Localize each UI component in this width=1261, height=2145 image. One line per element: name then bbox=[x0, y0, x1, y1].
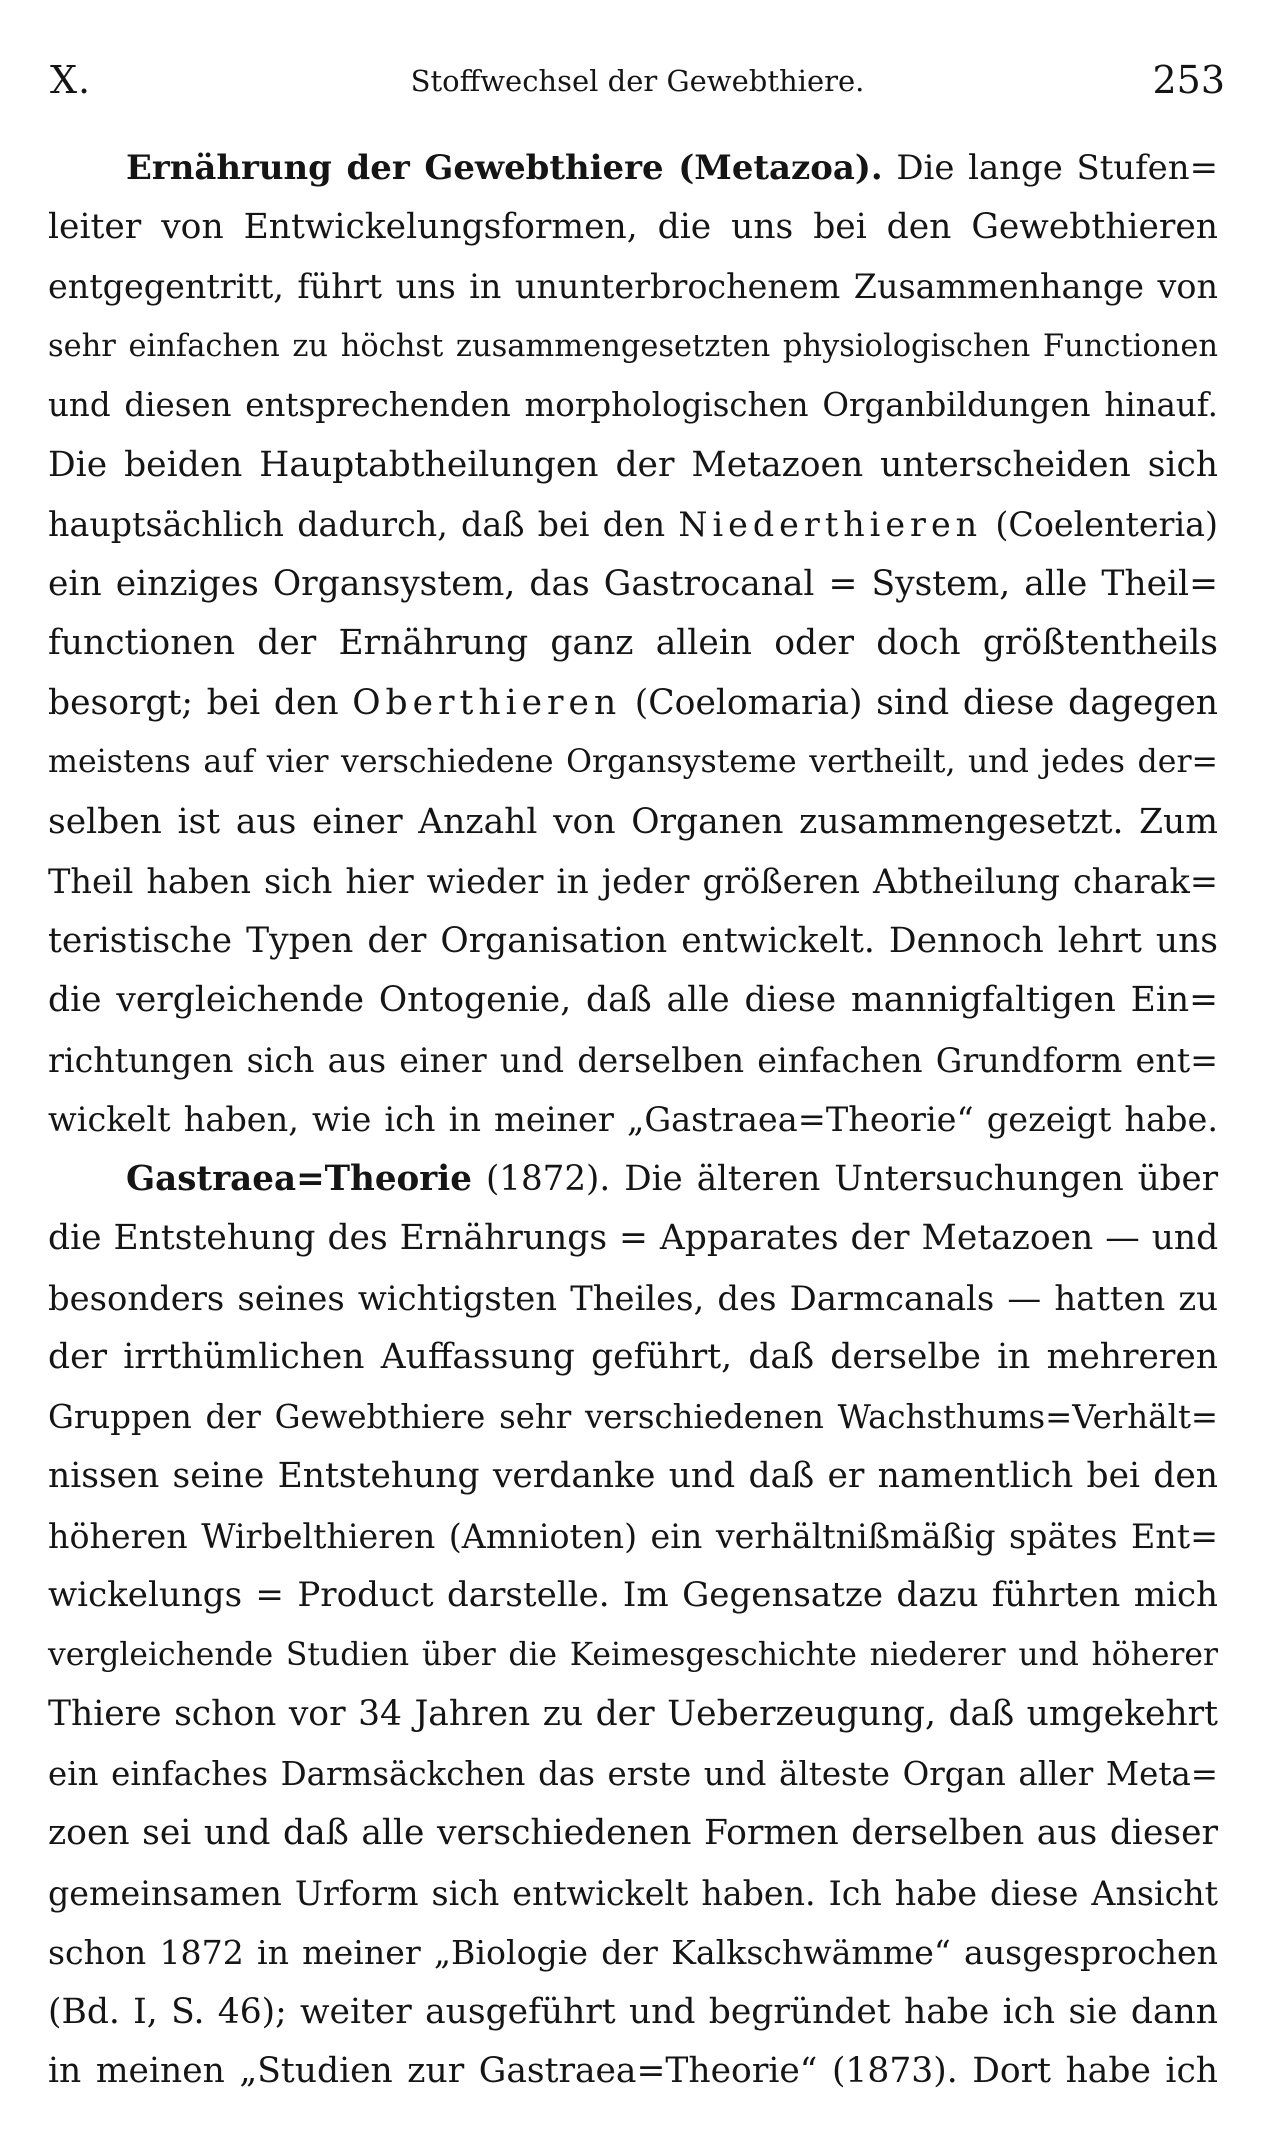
text-line bbox=[48, 1804, 1218, 1864]
line-text: schon 1872 in meiner „Biologie der Kalkschwämme“ ausgesprochen bbox=[48, 1933, 1218, 1972]
text-line bbox=[48, 257, 1218, 317]
line-text: in meinen „Studien zur Gastraea=Theorie“ (1873). Dort habe ich bbox=[48, 2051, 1218, 2091]
line-text: (Coelenteria) bbox=[982, 505, 1218, 544]
text-line bbox=[48, 1626, 1218, 1686]
text-line bbox=[48, 198, 1218, 258]
text-line bbox=[48, 2042, 1218, 2102]
section-heading: Ernährung der Gewebthiere (Metazoa). bbox=[126, 147, 883, 187]
emphasized-term: Oberthieren bbox=[352, 682, 622, 723]
section-heading: Gastraea=Theorie bbox=[126, 1158, 472, 1199]
text-line bbox=[48, 376, 1218, 436]
text-line bbox=[48, 495, 1218, 555]
line-text: (1872). Die älteren Untersuchungen über bbox=[471, 1158, 1218, 1199]
text-line bbox=[48, 436, 1218, 496]
emphasized-term: Niederthieren bbox=[678, 505, 983, 544]
text-line bbox=[48, 1388, 1218, 1448]
line-text: wickelt haben, wie ich in meiner „Gastraea=Theorie“ gezeigt habe. bbox=[48, 1100, 1218, 1139]
text-line bbox=[48, 1864, 1218, 1924]
line-text: Thiere schon vor 34 Jahren zu der Ueberzeugung, daß umgekehrt bbox=[48, 1694, 1218, 1734]
text-line bbox=[48, 1685, 1218, 1745]
text-line bbox=[48, 1031, 1218, 1091]
line-text: besonders seines wichtigsten Theiles, des Darmcanals — hatten zu bbox=[48, 1278, 1218, 1318]
line-text: die Entstehung des Ernährungs = Apparates der Metazoen — und bbox=[48, 1218, 1219, 1258]
text-line bbox=[48, 1507, 1218, 1567]
line-text: die vergleichende Ontogenie, daß alle diese mannigfaltigen Ein= bbox=[48, 980, 1218, 1020]
text-line bbox=[48, 1447, 1218, 1507]
paragraph bbox=[48, 138, 1218, 1150]
line-text: leiter von Entwickelungsformen, die uns bei den Gewebthieren bbox=[48, 206, 1218, 247]
text-line bbox=[48, 793, 1218, 853]
text-line bbox=[48, 1150, 1218, 1210]
text-line bbox=[48, 1328, 1218, 1388]
text-line bbox=[48, 1923, 1218, 1983]
text-line bbox=[48, 733, 1218, 793]
line-text: Theil haben sich hier wieder in jeder größeren Abtheilung charak= bbox=[48, 862, 1218, 901]
text-line bbox=[48, 1983, 1218, 2043]
line-text: Die beiden Hauptabtheilungen der Metazoen unterscheiden sich bbox=[48, 444, 1218, 485]
paragraph bbox=[48, 1150, 1218, 2102]
running-title: Stoffwechsel der Gewebthiere. bbox=[410, 64, 865, 98]
line-text: gemeinsamen Urform sich entwickelt haben. Ich habe diese Ansicht bbox=[48, 1873, 1218, 1913]
page-number: 253 bbox=[1152, 58, 1225, 102]
line-text: Gruppen der Gewebthiere sehr verschiedenen Wachsthums=Verhält= bbox=[48, 1397, 1218, 1436]
text-line bbox=[48, 971, 1218, 1031]
text-line bbox=[48, 1269, 1218, 1329]
line-text: wickelungs = Product darstelle. Im Gegensatze dazu führten mich bbox=[48, 1575, 1218, 1615]
text-line bbox=[48, 138, 1218, 198]
text-line bbox=[48, 1566, 1218, 1626]
line-text: selben ist aus einer Anzahl von Organen zusammengesetzt. Zum bbox=[48, 801, 1218, 842]
line-text: hauptsächlich dadurch, daß bei den bbox=[48, 505, 679, 544]
line-text: ein einfaches Darmsäckchen das erste und älteste Organ aller Meta= bbox=[48, 1754, 1218, 1793]
line-text: entgegentritt, führt uns in ununterbrochenem Zusammenhange von bbox=[48, 267, 1218, 306]
text-line bbox=[48, 674, 1218, 734]
line-text: zoen sei und daß alle verschiedenen Formen derselben aus dieser bbox=[48, 1813, 1218, 1853]
line-text: ein einziges Organsystem, das Gastrocanal = System, alle Theil= bbox=[48, 563, 1218, 604]
body-text bbox=[48, 138, 1218, 2102]
line-text: und diesen entsprechenden morphologischen Organbildungen hinauf. bbox=[48, 386, 1218, 424]
text-line bbox=[48, 1090, 1218, 1150]
line-text: richtungen sich aus einer und derselben einfachen Grundform ent= bbox=[48, 1040, 1218, 1080]
line-text: Die lange Stufen= bbox=[882, 148, 1218, 187]
line-text: teristische Typen der Organisation entwickelt. Dennoch lehrt uns bbox=[48, 920, 1218, 961]
text-line bbox=[48, 317, 1218, 377]
text-line bbox=[48, 1209, 1218, 1269]
chapter-number: X. bbox=[50, 58, 92, 102]
line-text: sehr einfachen zu höchst zusammengesetzten physiologischen Functionen bbox=[48, 328, 1218, 364]
text-line bbox=[48, 614, 1218, 674]
line-text: höheren Wirbelthieren (Amnioten) ein verhältnißmäßig spätes Ent= bbox=[48, 1516, 1218, 1556]
line-text: functionen der Ernährung ganz allein oder doch größtentheils bbox=[48, 623, 1218, 663]
page-header bbox=[50, 58, 1225, 108]
line-text: (Coelomaria) sind diese dagegen bbox=[621, 682, 1218, 723]
text-line bbox=[48, 555, 1218, 615]
text-line bbox=[48, 912, 1218, 972]
line-text: nissen seine Entstehung verdanke und daß er namentlich bei den bbox=[48, 1456, 1218, 1496]
line-text: der irrthümlichen Auffassung geführt, daß derselbe in mehreren bbox=[48, 1337, 1218, 1377]
line-text: (Bd. I, S. 46); weiter ausgeführt und begründet habe ich sie dann bbox=[48, 1991, 1218, 2032]
line-text: besorgt; bei den bbox=[48, 682, 353, 723]
line-text: meistens auf vier verschiedene Organsysteme vertheilt, und jedes der= bbox=[48, 744, 1218, 780]
line-text: vergleichende Studien über die Keimesgeschichte niederer und höherer bbox=[48, 1636, 1218, 1673]
text-line bbox=[48, 1745, 1218, 1805]
text-line bbox=[48, 852, 1218, 912]
